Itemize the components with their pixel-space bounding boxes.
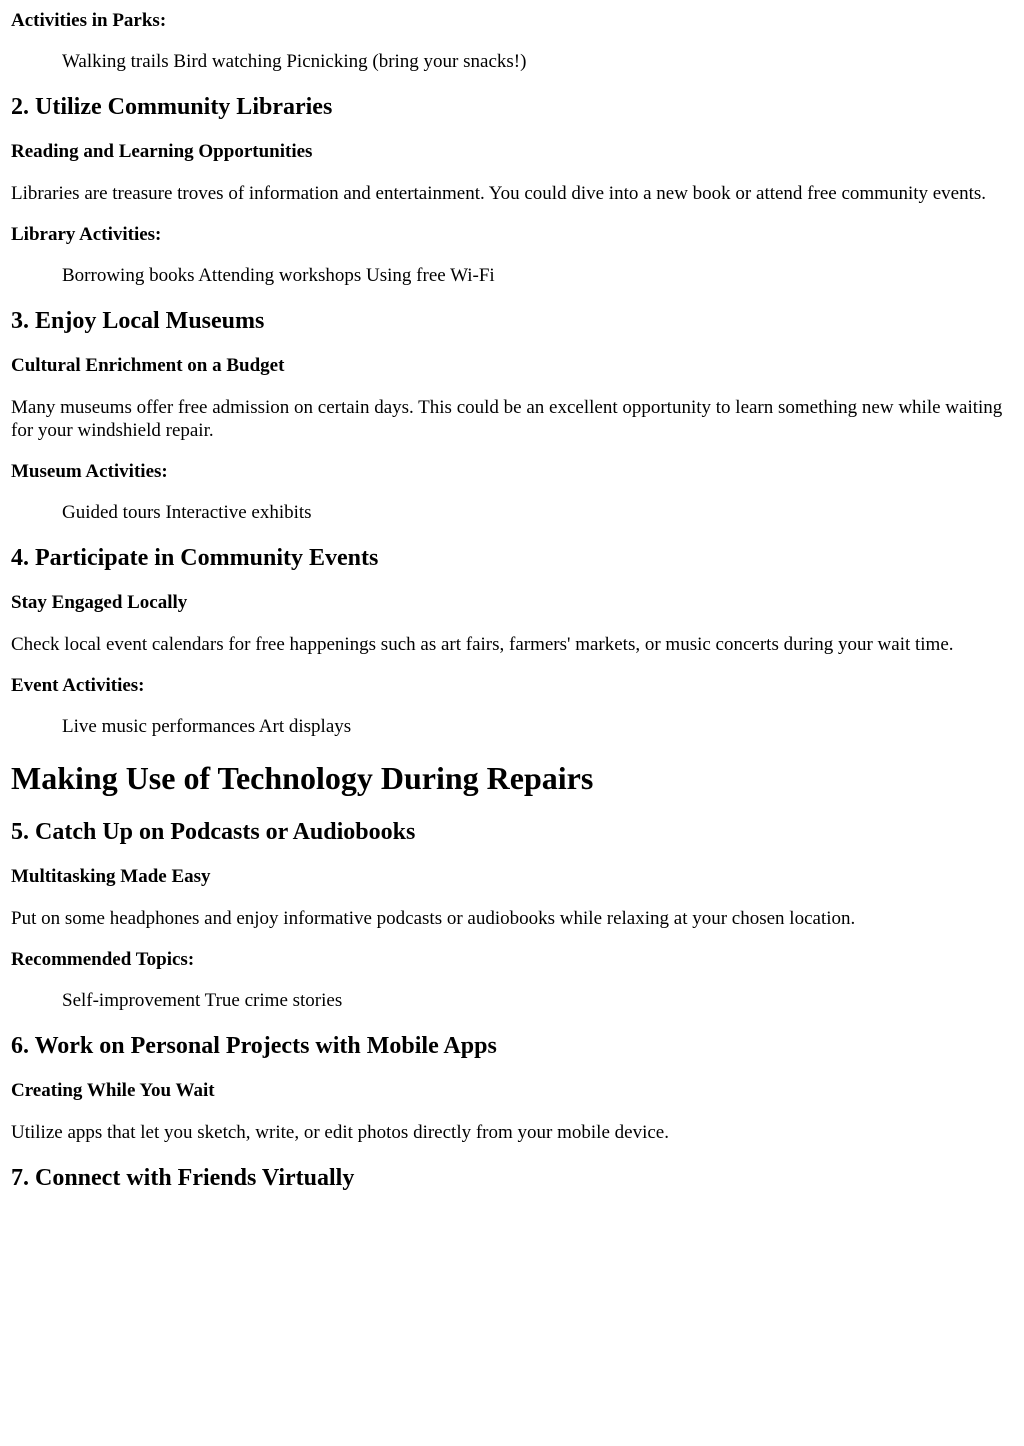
parks-activities-heading: Activities in Parks: — [11, 10, 167, 31]
podcasts-heading: 5. Catch Up on Podcasts or Audiobooks — [11, 819, 416, 845]
recommended-topics-heading: Recommended Topics: — [11, 949, 195, 970]
list-item: Guided tours — [62, 502, 161, 523]
events-heading: 4. Participate in Community Events — [11, 545, 379, 571]
list-item: Art displays — [258, 716, 352, 737]
mobile-apps-subheading: Creating While You Wait — [11, 1080, 215, 1101]
museums-paragraph: Many museums offer free admission on certain days. This could be an excellent opportunity to learn something new while waiting for your windshield repair. — [11, 397, 1003, 441]
list-item: Borrowing books — [62, 265, 195, 286]
event-activities-list — [62, 716, 1014, 738]
recommended-topics-list — [62, 990, 1014, 1012]
events-subheading: Stay Engaged Locally — [11, 592, 188, 613]
list-item: Self-improvement — [62, 990, 201, 1011]
list-item: Attending workshops — [198, 265, 362, 286]
libraries-heading: 2. Utilize Community Libraries — [11, 94, 333, 120]
event-activities-heading: Event Activities: — [11, 675, 145, 696]
museum-activities-heading: Museum Activities: — [11, 461, 168, 482]
museums-subheading: Cultural Enrichment on a Budget — [11, 355, 285, 376]
podcasts-paragraph: Put on some headphones and enjoy informative podcasts or audiobooks while relaxing at your chosen location. — [11, 908, 856, 929]
article-body — [11, 0, 1014, 1212]
parks-activities-list — [62, 51, 1014, 73]
library-activities-list — [62, 265, 1014, 287]
museums-heading: 3. Enjoy Local Museums — [11, 308, 265, 334]
libraries-subheading: Reading and Learning Opportunities — [11, 141, 313, 162]
library-activities-heading: Library Activities: — [11, 224, 162, 245]
technology-main-heading: Making Use of Technology During Repairs — [11, 760, 594, 796]
connect-friends-heading: 7. Connect with Friends Virtually — [11, 1165, 355, 1191]
mobile-apps-heading: 6. Work on Personal Projects with Mobile Apps — [11, 1033, 497, 1059]
list-item: Walking trails — [62, 51, 169, 72]
list-item: Using free Wi-Fi — [366, 265, 495, 286]
mobile-apps-paragraph: Utilize apps that let you sketch, write, or edit photos directly from your mobile device. — [11, 1122, 669, 1143]
list-item: Live music performances — [62, 716, 256, 737]
events-paragraph: Check local event calendars for free happenings such as art fairs, farmers' markets, or music concerts during your wait time. — [11, 634, 954, 655]
list-item: Bird watching — [173, 51, 282, 72]
libraries-paragraph: Libraries are treasure troves of information and entertainment. You could dive into a new book or attend free community events. — [11, 183, 987, 204]
list-item: Picnicking (bring your snacks!) — [286, 51, 527, 72]
museum-activities-list — [62, 502, 1014, 524]
list-item: True crime stories — [204, 990, 343, 1011]
list-item: Interactive exhibits — [165, 502, 312, 523]
podcasts-subheading: Multitasking Made Easy — [11, 866, 211, 887]
